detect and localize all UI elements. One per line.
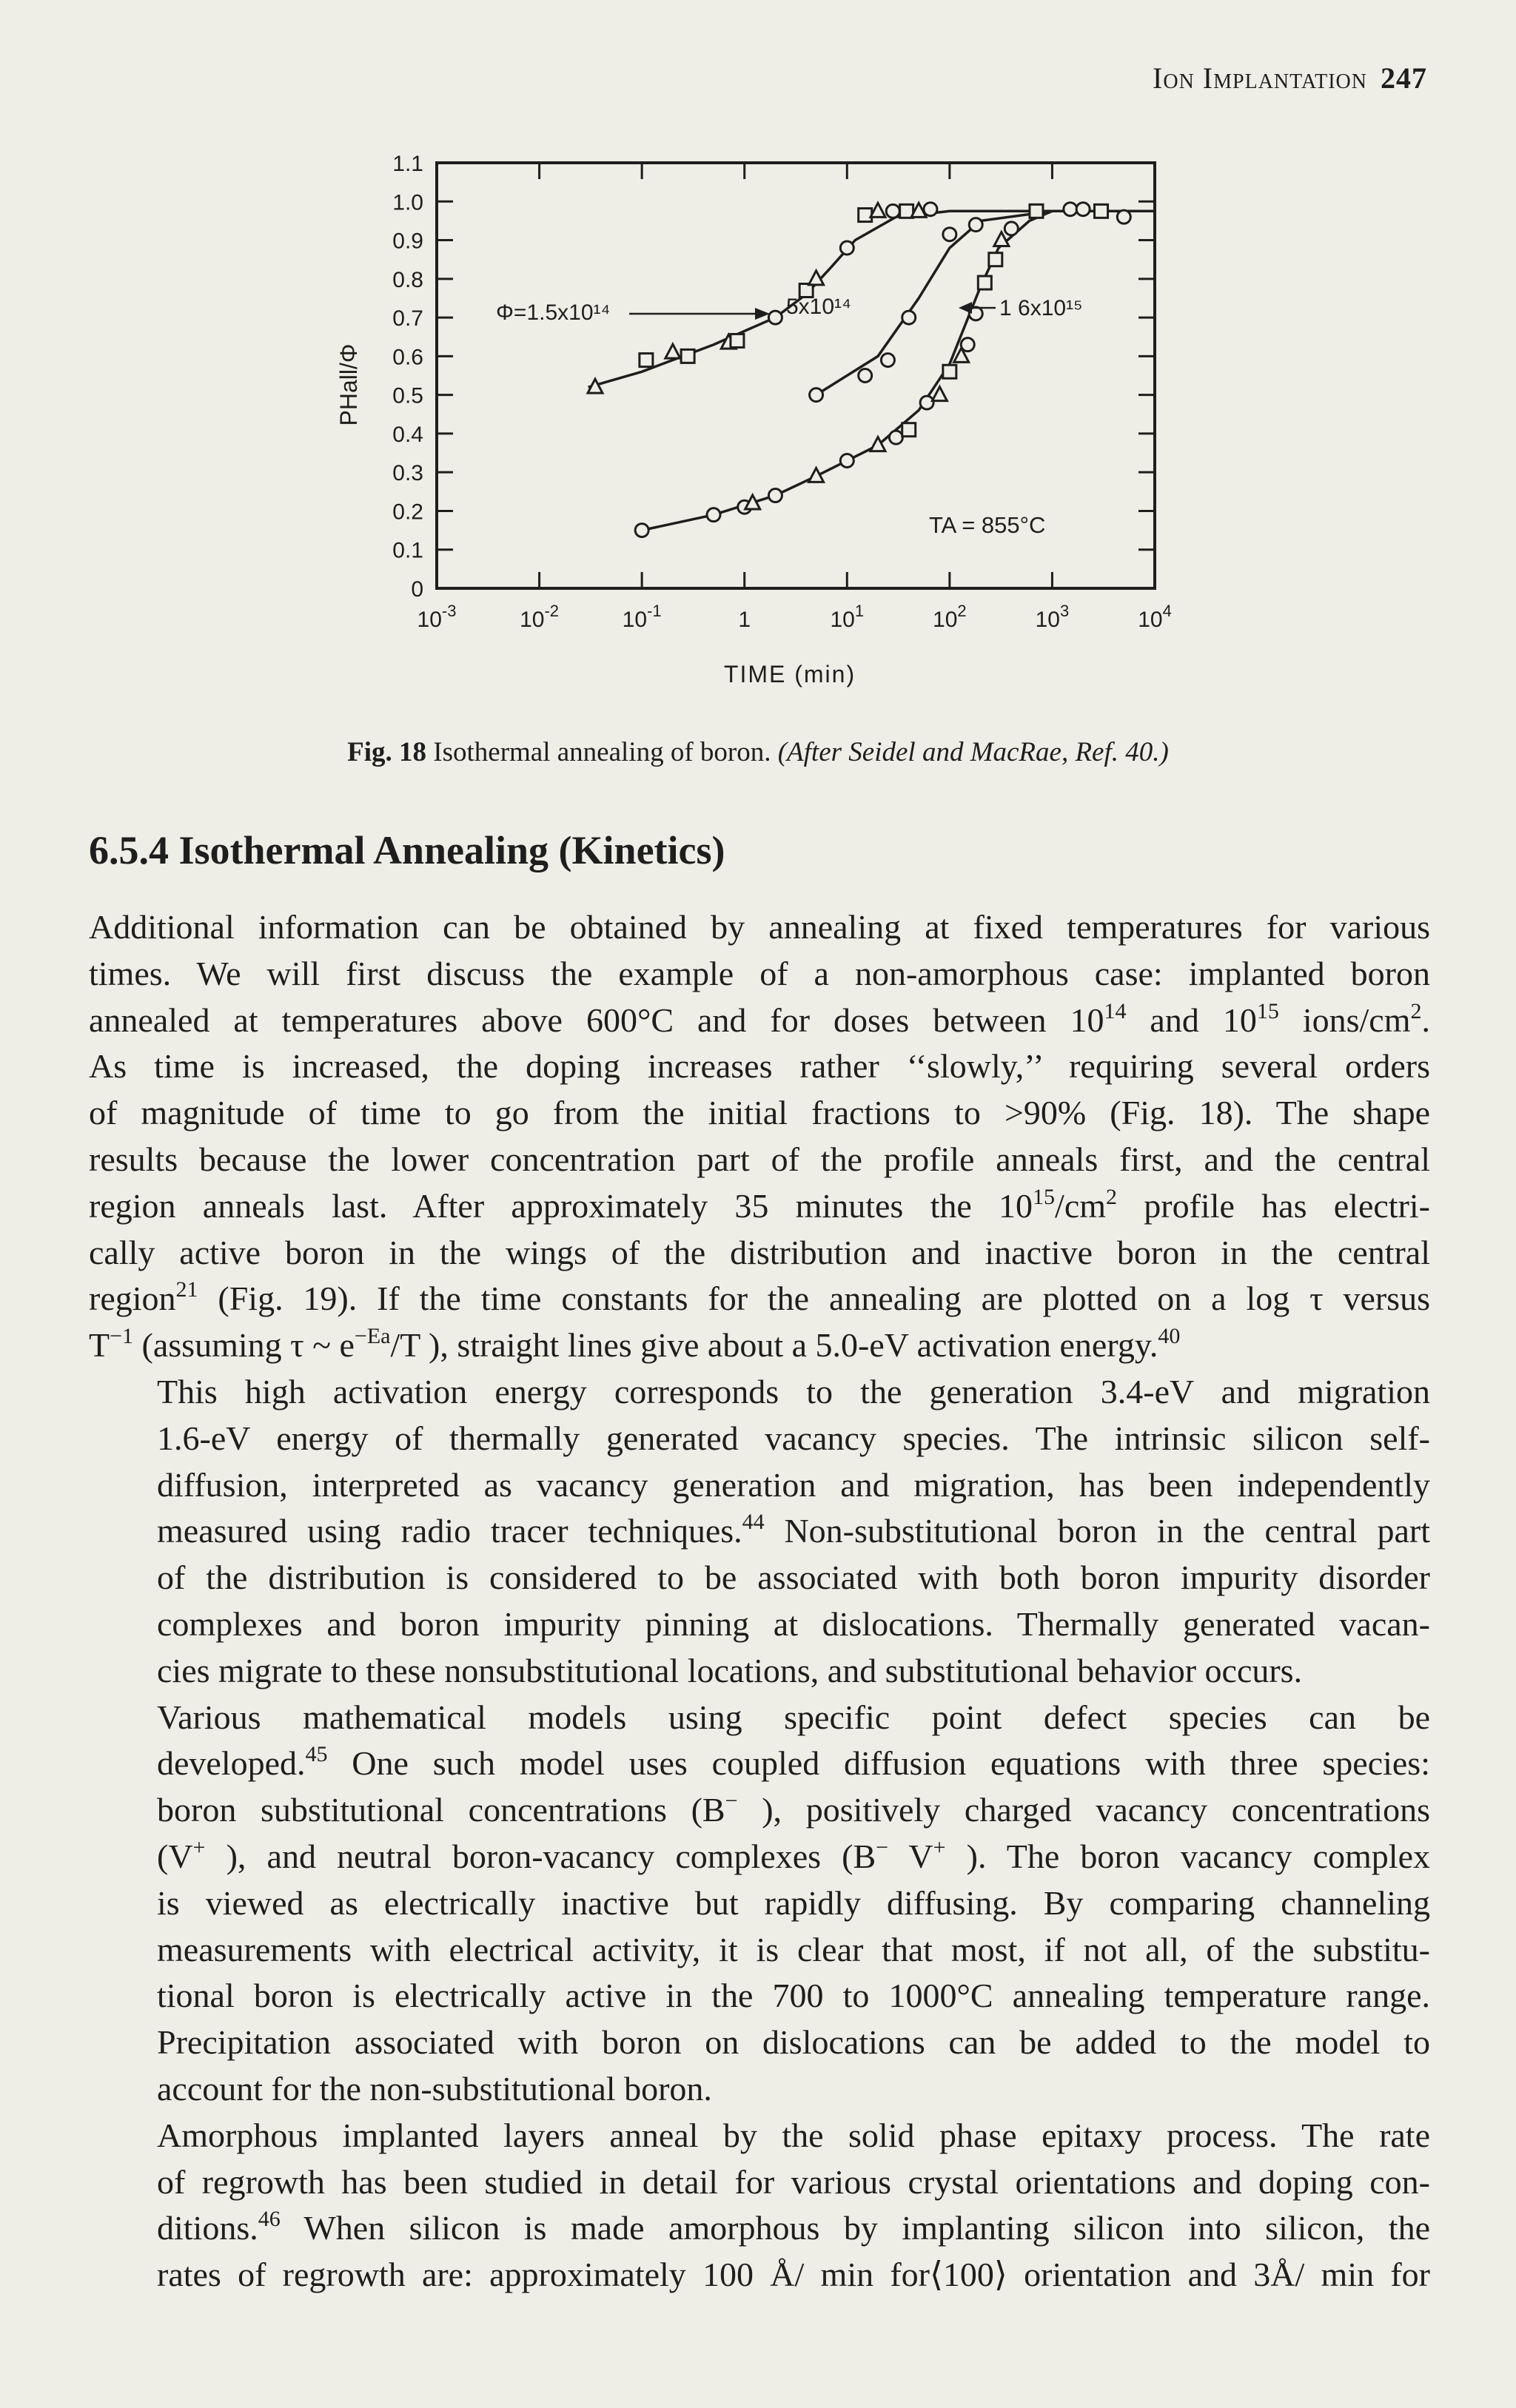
p2-line-7: cies migrate to these nonsubstitutional locations, and substitutional behavior occurs. <box>157 1651 1303 1689</box>
data-point-circle <box>1076 203 1090 216</box>
p1-line-1: Additional information can be obtained by annealing at fixed temperatures for various <box>89 908 1430 946</box>
data-point-circle <box>1004 222 1018 235</box>
paragraph-4 <box>89 2113 1430 2298</box>
page-number: 247 <box>1381 61 1427 95</box>
x-tick-label: $10^2$ <box>933 602 967 632</box>
series-curve-3 <box>642 211 1155 530</box>
x-tick-label: $10^1$ <box>830 602 865 632</box>
data-point-square <box>989 253 1002 266</box>
y-tick-label: 0.5 <box>392 383 423 408</box>
data-point-square <box>731 334 744 347</box>
annotation-dose-3: 1 6x10¹⁵ <box>999 296 1083 320</box>
x-tick-label: $10^4$ <box>1138 602 1172 632</box>
data-point-triangle <box>809 468 824 482</box>
x-tick-label: $10^{-2}$ <box>520 602 560 632</box>
p3-line-2: developed.$^{45}$ One such model uses coupled diffusion equations with three species: <box>157 1742 1430 1783</box>
section-heading: 6.5.4 Isothermal Annealing (Kinetics) <box>89 828 725 872</box>
figure-18 <box>0 0 1516 725</box>
y-tick-label: 0.7 <box>392 306 423 332</box>
p3-line-3: boron substitutional concentrations (B− ), positively charged vacancy concentrations <box>157 1789 1430 1829</box>
p3-line-6: measurements with electrical activity, it is clear that most, if not all, of the substitu- <box>157 1930 1430 1968</box>
data-point-circle <box>1117 210 1130 223</box>
data-point-circle <box>924 203 937 216</box>
p2-line-5: of the distribution is considered to be associated with both boron impurity disorder <box>157 1558 1430 1597</box>
data-point-circle <box>961 338 974 352</box>
data-point-circle <box>943 228 956 241</box>
p1-line-10: $T^{-1}$ (assuming τ ~ $e^{-Ea}/T$ ), straight lines give about a 5.0-eV activation energy.$^{40}$ <box>89 1324 1181 1365</box>
p2-line-2: 1.6-eV energy of thermally generated vacancy species. The intrinsic silicon self- <box>157 1419 1430 1457</box>
annotation-arrowhead-3 <box>959 302 972 314</box>
y-tick-label: 0 <box>411 577 423 602</box>
annotation-dose-1: Φ=1.5x10¹⁴ <box>496 300 611 325</box>
data-point-square <box>1095 204 1108 218</box>
p1-line-8: cally active boron in the wings of the distribution and inactive boron in the central <box>89 1233 1430 1271</box>
p3-line-8: Precipitation associated with boron on dislocations can be added to the model to <box>157 2023 1430 2062</box>
paragraph-3 <box>89 1695 1430 2113</box>
data-point-triangle <box>665 344 680 358</box>
p2-line-4: measured using radio tracer techniques.$^{44}$ Non-substitutional boron in the central part <box>157 1510 1430 1550</box>
data-point-square <box>681 349 694 363</box>
p1-line-5: of magnitude of time to go from the initial fractions to >90% (Fig. 18). The shape <box>89 1094 1430 1132</box>
data-point-square <box>943 365 956 378</box>
data-point-circle <box>902 311 916 324</box>
p2-line-6: complexes and boron impurity pinning at dislocations. Thermally generated vacan- <box>157 1604 1430 1643</box>
p1-line-7: region anneals last. After approximately 35 minutes the $10^{15}/cm^2$ profile has electri- <box>89 1184 1430 1225</box>
data-point-circle <box>707 508 720 522</box>
caption-source: (After Seidel and MacRae, Ref. 40.) <box>777 737 1169 767</box>
p3-line-5: is viewed as electrically inactive but rapidly diffusing. By comparing channeling <box>157 1883 1430 1922</box>
annotation-dose-2: 5x10¹⁴ <box>786 295 851 319</box>
p4-line-2: of regrowth has been studied in detail for various crystal orientations and doping con- <box>157 2162 1430 2201</box>
y-tick-label: 0.8 <box>392 267 423 292</box>
data-point-circle <box>840 241 853 255</box>
p3-line-9: account for the non-substitutional boron. <box>157 2069 712 2108</box>
data-point-circle <box>635 524 648 537</box>
data-point-circle <box>840 454 853 468</box>
data-point-square <box>978 276 991 289</box>
data-point-circle <box>889 431 902 444</box>
y-tick-label: 0.4 <box>392 422 423 447</box>
p3-line-4: (V+ ), and neutral boron-vacancy complexes (B− V+ ). The boron vacancy complex <box>157 1834 1430 1875</box>
p3-line-7: tional boron is electrically active in the 700 to 1000°C annealing temperature range. <box>157 1977 1430 2015</box>
body-text <box>89 904 1430 2298</box>
data-point-circle <box>810 389 823 402</box>
data-point-circle <box>1064 203 1077 216</box>
caption-figure-number: Fig. 18 <box>347 737 427 767</box>
p1-line-2: times. We will first discuss the example of a non-amorphous case: implanted boron <box>89 954 1430 992</box>
y-tick-label: 0.2 <box>392 500 423 525</box>
p4-line-1: Amorphous implanted layers anneal by the solid phase epitaxy process. The rate <box>157 2116 1430 2154</box>
paragraph-2 <box>89 1369 1430 1695</box>
annotation-temperature: TA = 855°C <box>929 512 1046 538</box>
y-tick-label: 0.6 <box>392 345 423 370</box>
y-tick-label: 0.3 <box>392 461 423 486</box>
data-point-circle <box>969 218 982 232</box>
running-title: Ion Implantation <box>1153 61 1367 95</box>
data-point-circle <box>886 204 899 218</box>
series-curve-2 <box>816 211 1155 394</box>
x-tick-label: $10^{-3}$ <box>417 602 457 632</box>
data-point-circle <box>881 354 894 367</box>
data-point-square <box>1030 204 1043 218</box>
x-tick-label: $10^{-1}$ <box>622 602 662 632</box>
p3-line-1: Various mathematical models using specific point defect species can be <box>157 1698 1430 1736</box>
x-tick-label: 1 <box>738 608 751 632</box>
annealing-chart <box>0 0 1516 725</box>
figure-caption <box>0 736 1516 768</box>
p2-line-1: This high activation energy corresponds to the generation 3.4-eV and migration <box>157 1372 1430 1410</box>
y-axis-label: PHall/Φ <box>335 343 362 426</box>
p1-line-6: results because the lower concentration part of the profile anneals first, and the central <box>89 1140 1430 1178</box>
y-tick-label: 1.1 <box>392 152 423 176</box>
y-tick-label: 1.0 <box>392 190 423 215</box>
data-point-circle <box>768 489 782 502</box>
x-tick-label: $10^3$ <box>1035 602 1070 632</box>
p1-line-9: region$^{21}$ (Fig. 19). If the time constants for the annealing are plotted on a log τ versus <box>89 1277 1430 1318</box>
data-point-square <box>640 354 653 367</box>
data-point-square <box>859 209 872 222</box>
p1-line-4: As time is increased, the doping increases rather ‘‘slowly,’’ requiring several orders <box>89 1047 1430 1086</box>
data-point-square <box>902 423 916 437</box>
data-point-circle <box>768 311 782 324</box>
p4-line-3: ditions.$^{46}$ When silicon is made amorphous by implanting silicon into silicon, the <box>157 2207 1430 2247</box>
paragraph-1 <box>89 904 1430 1369</box>
y-tick-label: 0.1 <box>392 538 423 563</box>
p4-line-4: rates of regrowth are: approximately 100 Å/ min for⟨100⟩ orientation and 3Å/ min for <box>157 2256 1430 2294</box>
caption-text: Isothermal annealing of boron. <box>426 737 778 767</box>
plot-frame <box>437 163 1155 588</box>
p1-line-3: annealed at temperatures above 600°C and for doses between $10^{14}$ and $10^{15}$ ions/$cm^2$. <box>89 998 1430 1039</box>
data-point-circle <box>920 396 933 409</box>
p2-line-3: diffusion, interpreted as vacancy generation and migration, has been independently <box>157 1465 1430 1504</box>
x-axis-label: TIME (min) <box>723 661 856 687</box>
y-tick-label: 0.9 <box>392 229 423 254</box>
data-point-circle <box>859 369 872 383</box>
